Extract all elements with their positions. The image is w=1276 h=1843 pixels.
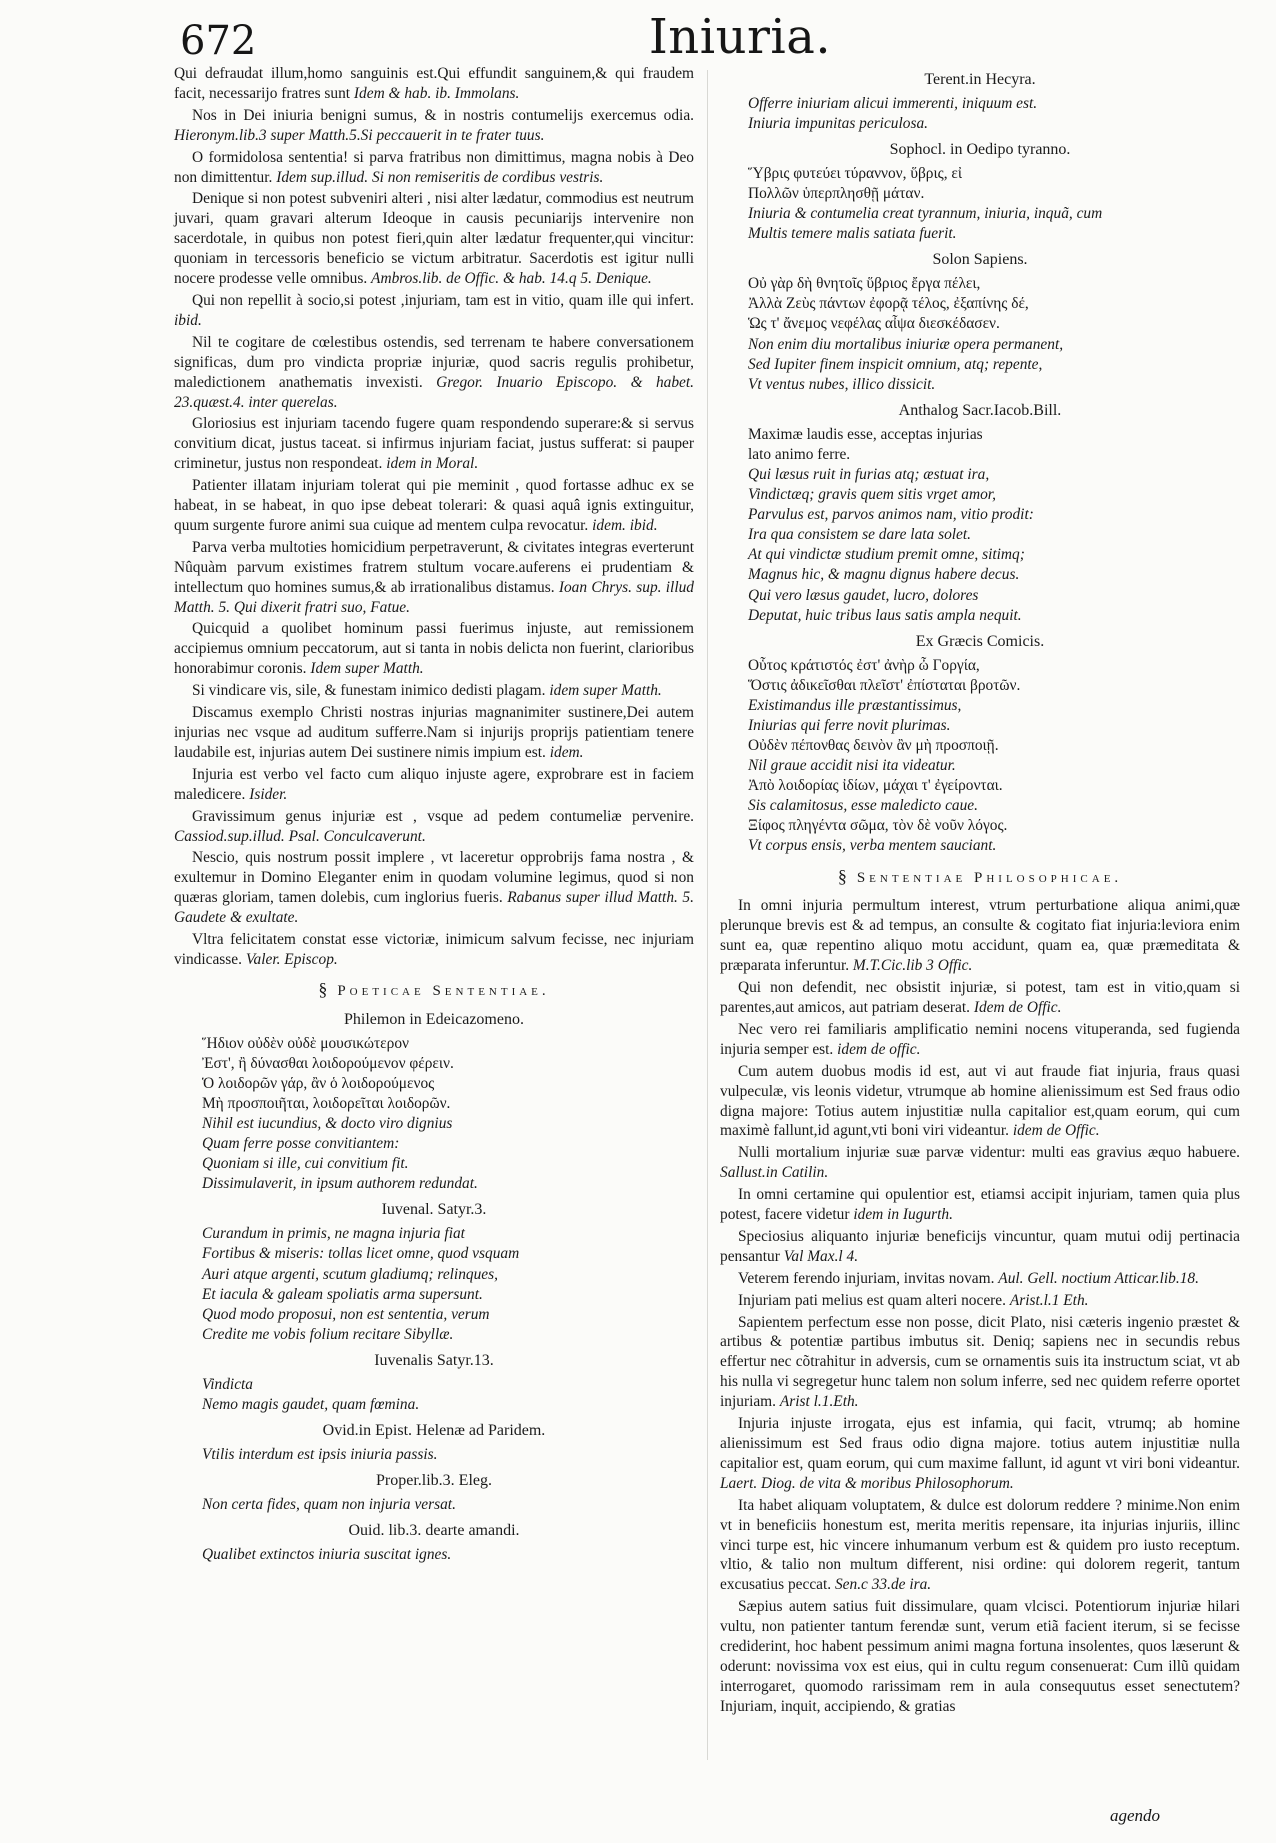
section-mark: § [318,978,328,999]
verse-line: Ξίφος πληγέντα σῶμα, τὸν δὲ νοῦν λόγος. [748,817,1008,835]
poem-source: Ovid.in Epist. Helenæ ad Paridem. [322,1422,546,1439]
paragraph [174,848,694,928]
section-heading [720,867,1240,889]
verse-line: Auri atque argenti, scutum gladiumq; relinques, [202,1265,498,1283]
left-column [174,64,694,1571]
paragraph-text: Gloriosius est injuriam tacendo fugere quam respondendo superare:& si servus convitium dicat, justus taceat. si infirmus injuriam faciat, justus sufferat: si pauper criminetur, justus non respondeat. [174,415,694,473]
paragraph-text: Nos in Dei iniuria benigni sumus, & in nostris contumelijs exercemus odia. [192,106,694,124]
verse-line: Nil graue accidit nisi ita videatur. [748,757,956,775]
paragraph [174,476,694,536]
paragraph [174,291,694,331]
verse-line: Vt corpus ensis, verba mentem sauciant. [748,837,997,855]
verse-line: Πολλῶν ὑπερπλησθῇ μάταν. [748,185,925,203]
verse-line: Parvulus est, parvos animos nam, vitio prodit: [748,506,1034,524]
verse-line: Non enim diu mortalibus iniuriæ opera permanent, [748,335,1064,353]
paragraph [174,930,694,970]
citation: Arist.l.1 Eth. [1009,1291,1089,1309]
paragraph-text: Quicquid a quolibet hominum passi fuerimus injuste, aut remissionem accipiemus omnium peccatorum, aut si tanta in nobis delicta non fuerint, clarioribus honorabimur coronis. [174,620,694,678]
poem-block [174,1521,694,1565]
paragraph-text: Nescio, quis nostrum possit implere , vt laceretur opprobrijs fama nostra , & exultemur in Domino Eleganter enim in quodam volumine legimus, quod si non quæras gloriam, tamen dolebis, cum inglorius fueris. [174,849,694,907]
poem-source: Iuvenalis Satyr.13. [374,1351,494,1369]
verse-line: Offerre iniuriam alicui immerenti, iniquum est. [748,94,1038,112]
citation: Isider. [249,785,288,803]
citation: Arist l.1.Eth. [779,1393,859,1411]
paragraph [174,807,694,847]
verse-line: Ἥδιον οὐδὲν οὐδὲ μουσικώτερον [202,1034,409,1052]
paragraph [174,765,694,805]
paragraph [720,896,1240,976]
paragraph [174,414,694,474]
verse-line: Quod modo proposui, non est sententia, verum [202,1305,490,1323]
citation: idem. ibid. [592,516,658,534]
poem-block [720,632,1240,857]
verse-line: Multis temere malis satiata fuerit. [748,225,957,243]
citation: ibid. [174,311,202,329]
verse-line: Maximæ laudis esse, acceptas injurias [748,425,983,443]
verse-line: Quam ferre posse convitiantem: [202,1135,400,1153]
verse-line: Qualibet extinctos iniuria suscitat ignes. [202,1545,452,1563]
verse-line: Et iacula & galeam spoliatis arma supersunt. [202,1285,483,1303]
citation: idem in Moral. [386,455,479,473]
paragraph [174,64,694,104]
running-title: Iniuria. [648,9,832,65]
paragraph [720,1496,1240,1596]
paragraph-text: Discamus exemplo Christi nostras injurias magnanimiter sustinere,Dei autem injurias nec vsque ad auditum sufferre.Nam si injurijs proprijs patientiam tenere laudabile est, injurias autem Dei sustinere nimis impium est. [174,704,694,761]
verse-line: Nihil est iucundius, & docto viro dignius [202,1115,453,1133]
paragraph-text: Injuriam pati melius est quam alteri nocere. [738,1291,1006,1309]
citation: Ioan Chrys. sup. illud Matth. 5. Qui dixerit fratri suo, Fatue. [174,578,694,616]
citation: Cassiod.sup.illud. Psal. Conculcaverunt. [174,827,426,845]
verse-line: Dissimulaverit, in ipsum authorem redundat. [202,1175,478,1193]
verse-line: Οὗτος κράτιστός ἐστ' ἀνὴρ ὦ Γοργία, [748,656,980,674]
citation: idem. [549,743,584,761]
paragraph [174,333,694,413]
section-mark: § [837,865,847,886]
verse-line: Ὕβρις φυτεύει τύραννον, ὕβρις, εἰ [748,165,963,182]
poem-block [174,1351,694,1415]
citation: Gregor. Inuario Episcopo. & habet. 23.quæst.4. inter querelas. [174,373,694,411]
paragraph [174,681,694,701]
verse-line: Vtilis interdum est ipsis iniuria passis. [202,1445,438,1463]
right-column [720,64,1240,1719]
citation: Aul. Gell. noctium Atticar.lib.18. [998,1269,1199,1287]
paragraph [174,106,694,146]
paragraph-text: Injuria est verbo vel facto cum aliquo injuste agere, exprobrare est in faciem maledicere. [174,765,694,803]
citation: idem super Matth. [549,682,662,700]
paragraph-text: Qui non repellit à socio,si potest ,injuriam, tam est in vitio, quam ille qui infert. [192,291,694,309]
verse-line: Magnus hic, & magnu dignus habere decus. [748,566,1020,584]
verse-line: lato animo ferre. [748,445,851,463]
verse-line: Ἐστ', ἢ δύνασθαι λοιδορούμενον φέρειν. [202,1054,454,1072]
poem-source: Terent.in Hecyra. [924,71,1036,88]
citation: Sen.c 33.de ira. [834,1576,932,1594]
poem-source: Iuvenal. Satyr.3. [381,1201,487,1219]
paragraph-text: In omni injuria permultum interest, vtrum perturbatione aliqua animi,quæ plerunque brevis est & ad tempus, an consulte & cogitato fiat injuria:leviora enim sunt ea, quæ repentino aliquo motu accidunt, quam ea, quæ præmeditata & præparata inferuntur. [720,897,1240,975]
paragraph-text: Cum autem duobus modis id est, aut vi aut fraude fiat injuria, fraus quasi vulpeculæ, vis leonis videtur, vtrumque ab homine alienissimum est Sed fraus odio digna majore: Totius autem injustitiæ nulla capitalior est,quam eorum, qui cum maximè fallunt,id agunt,vti boni viri videantur. [720,1062,1240,1140]
verse-line: Sis calamitosus, esse maledicto caue. [748,797,978,815]
paragraph-text: Speciosius aliquanto injuriæ beneficijs vincuntur, quam mutui odij pertinacia pensantur [720,1227,1240,1265]
citation: Sallust.in Catilin. [720,1164,829,1182]
poem-source: Anthalog Sacr.Iacob.Bill. [898,401,1062,419]
poem-block [174,1421,694,1465]
verse-line: Ὅστις ἀδικεῖσθαι πλεῖστ' ἐπίσταται βροτῶν. [748,676,1021,694]
page-number: 672 [180,18,257,64]
paragraph-text: Si vindicare vis, sile, & funestam inimico dedisti plagam. [192,682,546,700]
verse-line: Ἀπὸ λοιδορίας ἰδίων, μάχαι τ' ἐγείρονται. [748,777,1003,795]
verse-line: Quoniam si ille, cui convitium fit. [202,1155,409,1173]
poem-source: Ex Græcis Comicis. [915,632,1045,650]
poem-source: Proper.lib.3. Eleg. [376,1472,492,1489]
paragraph-text: Nulli mortalium injuriæ suæ parvæ videntur: multi eas gravius æquo habuere. [738,1144,1240,1162]
citation: Idem & hab. ib. Immolans. [353,84,520,102]
column-divider [707,70,708,1760]
poem-source: Sophocl. in Oedipo tyranno. [889,141,1071,159]
citation: Idem sup.illud. Si non remiseritis de cordibus vestris. [276,168,604,186]
verse-line: Vindictæq; gravis quem sitis vrget amor, [748,486,996,504]
citation: Valer. Episcop. [245,950,338,968]
citation: Val Max.l 4. [783,1247,859,1265]
paragraph-text: In omni certamine qui opulentior est, etiamsi accipit injuriam, tamen quia plus potest, facere videtur [720,1186,1240,1224]
verse-line: Οὐδὲν πέπονθας δεινὸν ἂν μὴ προσποιῇ. [748,736,999,754]
paragraph-text: Gravissimum genus injuriæ est , vsque ad pedem contumeliæ pervenire. [192,807,694,825]
paragraph-text: Sæpius autem satius fuit dissimulare, quam vlcisci. Potentiorum injuriæ hilari vultu, non patienter tantum ferendæ sunt, verum etiã facient iterum, si se fecisse crediderint, hoc habent pessimum animi magna fortuna insolentes, quos læserunt & oderunt: novissima vox est eius, qui in cultu regum consenuerat: Cum illũ quidam interrogaret, quomodo rarissimam rem in aula consequutus esset senectutem? Injuriam, inquit, accipiendo, & gratias [720,1598,1240,1715]
verse-line: Ira qua consistem se dare lata solet. [748,526,971,544]
verse-line: Ὡς τ' ἄνεμος νεφέλας αἶψα διεσκέδασεν. [748,315,1000,333]
verse-line: Ἀλλὰ Ζεὺς πάντων ἐφορᾷ τέλος, ἐξαπίνης δέ, [748,295,1029,313]
paragraph [720,1020,1240,1060]
verse-line: Deputat, huic tribus laus satis ampla nequit. [748,606,1022,624]
poem-block [174,1200,694,1344]
citation: Hieronym.lib.3 super Matth.5.Si peccauerit in te frater tuus. [174,126,545,144]
paragraph-text: Injuria injuste irrogata, ejus est infamia, qui facit, vtrumq; ab homine alienissimum est Sed fraus odio digna majore. totius autem injustitiæ nulla capitalior est, quam eorum, qui cum maxime fallunt, id agunt vt viri boni videantur. [720,1415,1240,1472]
citation: Laert. Diog. de vita & moribus Philosophorum. [720,1474,1014,1492]
citation: M.T.Cic.lib 3 Offic. [852,957,973,975]
verse-line: Vindicta [202,1375,254,1393]
paragraph [720,1269,1240,1289]
paragraph [720,1597,1240,1716]
citation: idem de Offic. [1012,1122,1100,1140]
verse-line: Nemo magis gaudet, quam fœmina. [202,1395,420,1413]
poem-block [720,250,1240,394]
paragraph-text: Sapientem perfectum esse non posse, dicit Plato, nisi cæteris ingenio præstet & artibus & potentiæ partibus imbutus sit. Deniq; sapiens nec in secundis rebus effertur nec cõtrahitur in adversis, cum se ornamentis suis ita instructum sciat, vt ab his nulla vi segregetur hunc talem non solum inferre, sed nec quidem referre oportet injuriam. [720,1313,1240,1411]
verse-line: Sed Iupiter finem inspicit omnium, atq; repente, [748,355,1043,373]
paragraph [720,1313,1240,1413]
poem-block [720,140,1240,244]
paragraph-text: Vltra felicitatem constat esse victoriæ, inimicum salvum fecisse, nec injuriam vindicasse. [174,931,694,968]
paragraph [720,1062,1240,1142]
section-title: Sententiae Philosophicae. [856,869,1123,886]
verse-line: Qui læsus ruit in furias atq; æstuat ira, [748,465,990,483]
citation: Rabanus super illud Matth. 5. Gaudete & exultate. [174,889,694,927]
poem-block [720,70,1240,134]
verse-line: Fortibus & miseris: tollas licet omne, quod vsquam [202,1245,520,1263]
verse-line: Iniuria impunitas periculosa. [748,115,928,132]
paragraph [174,619,694,679]
poem-source: Solon Sapiens. [932,251,1028,269]
verse-line: Οὐ γὰρ δὴ θνητοῖς ὕβριος ἔργα πέλει, [748,275,981,293]
verse-line: At qui vindictæ studium premit omne, sitimq; [748,546,1025,564]
verse-line: Credite me vobis folium recitare Sibyllæ. [202,1325,454,1343]
verse-line: Non certa fides, quam non injuria versat. [202,1495,456,1513]
verse-line: Iniuria & contumelia creat tyrannum, iniuria, inquã, cum [748,205,1103,223]
paragraph [174,703,694,763]
section-title: Poeticae Sententiae. [337,982,550,999]
paragraph-text: Patienter illatam injuriam tolerat qui pie meminit , quod fortasse adhuc ex se habeat, in se habeat, in quo ipse debeat tolerari: & quasi aquâ ignis extinguitur, quum surgente furore animi sua cuique ad mentem culpa revocatur. [174,477,694,534]
catchword: agendo [1110,1806,1161,1825]
citation: idem in Iugurth. [853,1206,953,1224]
verse-line: Qui vero læsus gaudet, lucro, dolores [748,586,979,604]
verse-line: Ὁ λοιδορῶν γάρ, ἂν ὁ λοιδορούμενος [202,1074,435,1092]
paragraph-text: O formidolosa sententia! si parva fratribus non dimittimus, magna nobis à Deo non dimittentur. [174,148,694,186]
citation: Ambros.lib. de Offic. & hab. 14.q 5. Denique. [371,270,652,288]
poem-source: Ouid. lib.3. dearte amandi. [348,1522,520,1539]
paragraph-text: Qui defraudat illum,homo sanguinis est.Qui effundit sanguinem,& qui fraudem facit, necessarijo fratres sunt [174,65,694,102]
verse-line: Iniurias qui ferre novit plurimas. [748,716,951,734]
verse-line: Curandum in primis, ne magna injuria fiat [202,1225,465,1243]
poem-block [174,1471,694,1515]
paragraph-text: Veterem ferendo injuriam, invitas novam. [738,1269,995,1287]
paragraph [720,1291,1240,1311]
citation: Idem de Offic. [973,998,1062,1016]
paragraph-text: Denique si non potest subveniri alteri , nisi alter lædatur, commodius est neutrum juvari, quam gravari alterum Ideoque in causis pecuniarijs intervenire non sacerdotale, in quibus non potest fieri,quin alter lædatur frequenter,qui vincitur: quoniam in tercessoris beneficio se victum arbitratur. Sacerdotis est igitur nulli nocere prodesse velle omnibus. [174,190,694,288]
paragraph [174,148,694,188]
paragraph [720,1143,1240,1183]
section-heading [174,980,694,1002]
paragraph-text: Nec vero rei familiaris amplificatio nemini nocens vituperanda, sed fugienda injuria semper est. [720,1020,1240,1058]
poem-block [174,1010,694,1195]
paragraph [720,1227,1240,1267]
paragraph [720,978,1240,1018]
poem-source: Philemon in Edeicazomeno. [344,1010,524,1028]
paragraph [174,189,694,289]
paragraph [720,1185,1240,1225]
paragraph-text: Ita habet aliquam voluptatem, & dulce est dolorum reddere ? minime.Non enim vt in beneficiis honestum est, merita meritis repensare, ita injurias injuriis, illinc vinci turpe est, hic vincere inhumanum verbum est & quidem pro iusto receptum. vltio, & talio non multum different, nisi ordine: qui dolorem regerit, tantum excusatius peccat. [720,1496,1240,1594]
verse-line: Existimandus ille præstantissimus, [748,696,962,714]
verse-line: Vt ventus nubes, illico dissicit. [748,375,936,393]
paragraph-text: Parva verba multoties homicidium perpetraverunt, & civitates integras everterunt Nûquàm parvum existimes fratrem stultum vocare.auferens ei prudentiam & intellectum quo homines sumus,& ab irrationalibus distamus. [174,538,694,596]
citation: Idem super Matth. [310,660,424,678]
paragraph [720,1414,1240,1494]
paragraph [174,538,694,618]
paragraph-text: Nil te cogitare de cœlestibus ostendis, sed terrenam te habere conversationem significas, dum pro vindicta propriæ injuriæ, quod sacris regulis prohibetur, maledictionem anathematis invexisti. [174,333,694,391]
verse-line: Μὴ προσποιῆται, λοιδορεῖται λοιδορῶν. [202,1094,451,1112]
poem-block [720,401,1240,626]
paragraph-text: Qui non defendit, nec obsistit injuriæ, si potest, tam est in vitio,quam si parentes,aut amicos, aut patriam deserat. [720,979,1240,1016]
citation: idem de offic. [837,1040,921,1058]
